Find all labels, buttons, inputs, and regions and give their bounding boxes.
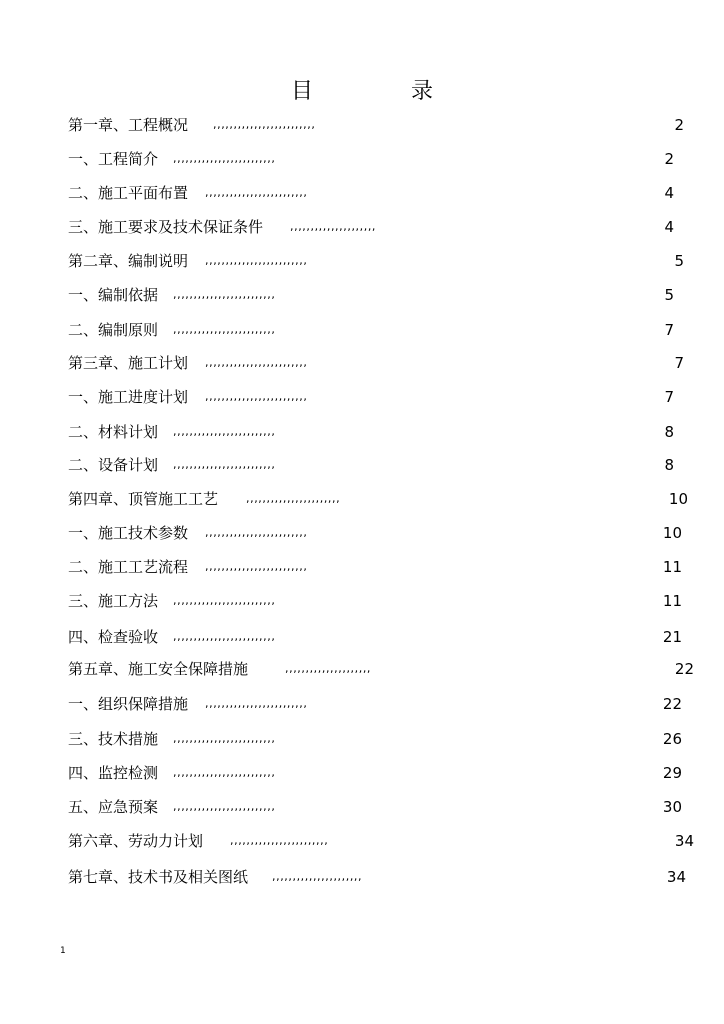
toc-entry-page-number: 4 <box>664 218 674 236</box>
toc-entry[interactable] <box>68 830 694 852</box>
toc-entry-page-number: 10 <box>662 524 682 542</box>
toc-entry-label: 二、材料计划 <box>68 423 159 441</box>
toc-entry[interactable] <box>68 454 688 476</box>
toc-entry[interactable] <box>68 626 688 648</box>
toc-entry-page-number: 26 <box>662 730 682 748</box>
toc-entry[interactable] <box>68 352 688 374</box>
toc-entry-leader: ,,,,,,,,,,,,,,,,,,,,, <box>290 220 377 233</box>
toc-entry-page-number: 30 <box>662 798 682 816</box>
toc-entry-page-number: 8 <box>664 423 674 441</box>
toc-entry-leader: ,,,,,,,,,,,,,,,,,,,,,,, <box>246 492 341 505</box>
toc-entry-label: 第六章、劳动力计划 <box>68 832 204 850</box>
toc-entry-leader: ,,,,,,,,,,,,,,,,,,,,,, <box>272 870 363 883</box>
toc-entry-page-number: 11 <box>662 592 682 610</box>
toc-entry-leader: ,,,,,,,,,,,,,,,,,,,,,,,,, <box>173 766 276 779</box>
toc-entry-label: 二、编制原则 <box>68 321 159 339</box>
toc-title: 目 录 <box>290 79 471 104</box>
toc-entry-label: 三、技术措施 <box>68 730 159 748</box>
toc-entry[interactable] <box>68 488 688 510</box>
toc-entry-leader: ,,,,,,,,,,,,,,,,,,,,,,,,, <box>205 526 308 539</box>
toc-entry-page-number: 2 <box>674 116 684 134</box>
toc-entry-label: 一、编制依据 <box>68 286 159 304</box>
toc-entry-page-number: 7 <box>664 321 674 339</box>
toc-entry-page-number: 7 <box>664 388 674 406</box>
toc-entry[interactable] <box>68 250 688 272</box>
toc-entry-page-number: 22 <box>662 695 682 713</box>
toc-entry-page-number: 29 <box>662 764 682 782</box>
toc-entry-page-number: 5 <box>664 286 674 304</box>
toc-entry-page-number: 8 <box>664 456 674 474</box>
toc-entry-label: 一、施工进度计划 <box>68 388 189 406</box>
toc-entry[interactable] <box>68 728 688 750</box>
toc-entry-leader: ,,,,,,,,,,,,,,,,,,,,,,,,, <box>173 732 276 745</box>
toc-entry-leader: ,,,,,,,,,,,,,,,,,,,,,,,,, <box>173 425 276 438</box>
toc-entry-page-number: 11 <box>662 558 682 576</box>
toc-entry-leader: ,,,,,,,,,,,,,,,,,,,,,,,,, <box>173 323 276 336</box>
toc-entry-leader: ,,,,,,,,,,,,,,,,,,,,,,,,, <box>213 118 316 131</box>
toc-entry[interactable] <box>68 216 688 238</box>
toc-entry-leader: ,,,,,,,,,,,,,,,,,,,,,,,,, <box>205 186 308 199</box>
toc-entry[interactable] <box>68 114 688 136</box>
toc-entry-leader: ,,,,,,,,,,,,,,,,,,,,,,,,, <box>173 800 276 813</box>
toc-entry[interactable] <box>68 590 688 612</box>
toc-entry-page-number: 4 <box>664 184 674 202</box>
toc-entry[interactable] <box>68 866 688 888</box>
toc-entry[interactable] <box>68 796 688 818</box>
toc-entry[interactable] <box>68 421 688 443</box>
toc-entry-leader: ,,,,,,,,,,,,,,,,,,,,,,,,, <box>205 254 308 267</box>
toc-entry-leader: ,,,,,,,,,,,,,,,,,,,,,,,,, <box>173 152 276 165</box>
toc-entry-page-number: 7 <box>674 354 684 372</box>
toc-entry-label: 五、应急预案 <box>68 798 159 816</box>
toc-entry-label: 二、施工平面布置 <box>68 184 189 202</box>
toc-entry-label: 第二章、编制说明 <box>68 252 189 270</box>
toc-entry-page-number: 22 <box>674 660 694 678</box>
toc-entry-page-number: 5 <box>674 252 684 270</box>
toc-entry-label: 三、施工方法 <box>68 592 159 610</box>
toc-entry[interactable] <box>68 386 688 408</box>
toc-entry-leader: ,,,,,,,,,,,,,,,,,,,,,,,,, <box>173 594 276 607</box>
toc-entry[interactable] <box>68 284 688 306</box>
footer-page-number: 1 <box>60 946 66 956</box>
toc-entry-leader: ,,,,,,,,,,,,,,,,,,,,,,,,, <box>173 288 276 301</box>
toc-entry[interactable] <box>68 556 688 578</box>
toc-entry-label: 第四章、顶管施工工艺 <box>68 490 219 508</box>
toc-entry-leader: ,,,,,,,,,,,,,,,,,,,,,,,, <box>230 834 329 847</box>
toc-entry-page-number: 21 <box>662 628 682 646</box>
toc-entry-leader: ,,,,,,,,,,,,,,,,,,,,, <box>285 662 372 675</box>
toc-entry-label: 第七章、技术书及相关图纸 <box>68 868 249 886</box>
toc-entry-label: 一、工程简介 <box>68 150 159 168</box>
toc-entry-label: 二、设备计划 <box>68 456 159 474</box>
toc-entry-page-number: 34 <box>674 832 694 850</box>
toc-entry[interactable] <box>68 762 688 784</box>
toc-entry-leader: ,,,,,,,,,,,,,,,,,,,,,,,,, <box>205 390 308 403</box>
toc-entry[interactable] <box>68 319 688 341</box>
toc-entry-leader: ,,,,,,,,,,,,,,,,,,,,,,,,, <box>173 458 276 471</box>
toc-entry[interactable] <box>68 658 694 680</box>
toc-entry-label: 三、施工要求及技术保证条件 <box>68 218 264 236</box>
toc-entry[interactable] <box>68 522 688 544</box>
toc-entry-label: 二、施工工艺流程 <box>68 558 189 576</box>
toc-entry-label: 四、检查验收 <box>68 628 159 646</box>
toc-entry-label: 四、监控检测 <box>68 764 159 782</box>
toc-entry-label: 第一章、工程概况 <box>68 116 189 134</box>
toc-entry-label: 一、施工技术参数 <box>68 524 189 542</box>
toc-entry-label: 第五章、施工安全保障措施 <box>68 660 249 678</box>
toc-entry-label: 第三章、施工计划 <box>68 354 189 372</box>
toc-entry[interactable] <box>68 148 688 170</box>
toc-entry-leader: ,,,,,,,,,,,,,,,,,,,,,,,,, <box>205 697 308 710</box>
toc-entry-leader: ,,,,,,,,,,,,,,,,,,,,,,,,, <box>205 560 308 573</box>
toc-entry-leader: ,,,,,,,,,,,,,,,,,,,,,,,,, <box>205 356 308 369</box>
toc-entry-page-number: 2 <box>664 150 674 168</box>
toc-entry-page-number: 10 <box>668 490 688 508</box>
toc-entry-label: 一、组织保障措施 <box>68 695 189 713</box>
toc-entry[interactable] <box>68 693 688 715</box>
toc-entry-leader: ,,,,,,,,,,,,,,,,,,,,,,,,, <box>173 630 276 643</box>
toc-entry-page-number: 34 <box>666 868 686 886</box>
toc-entry[interactable] <box>68 182 688 204</box>
